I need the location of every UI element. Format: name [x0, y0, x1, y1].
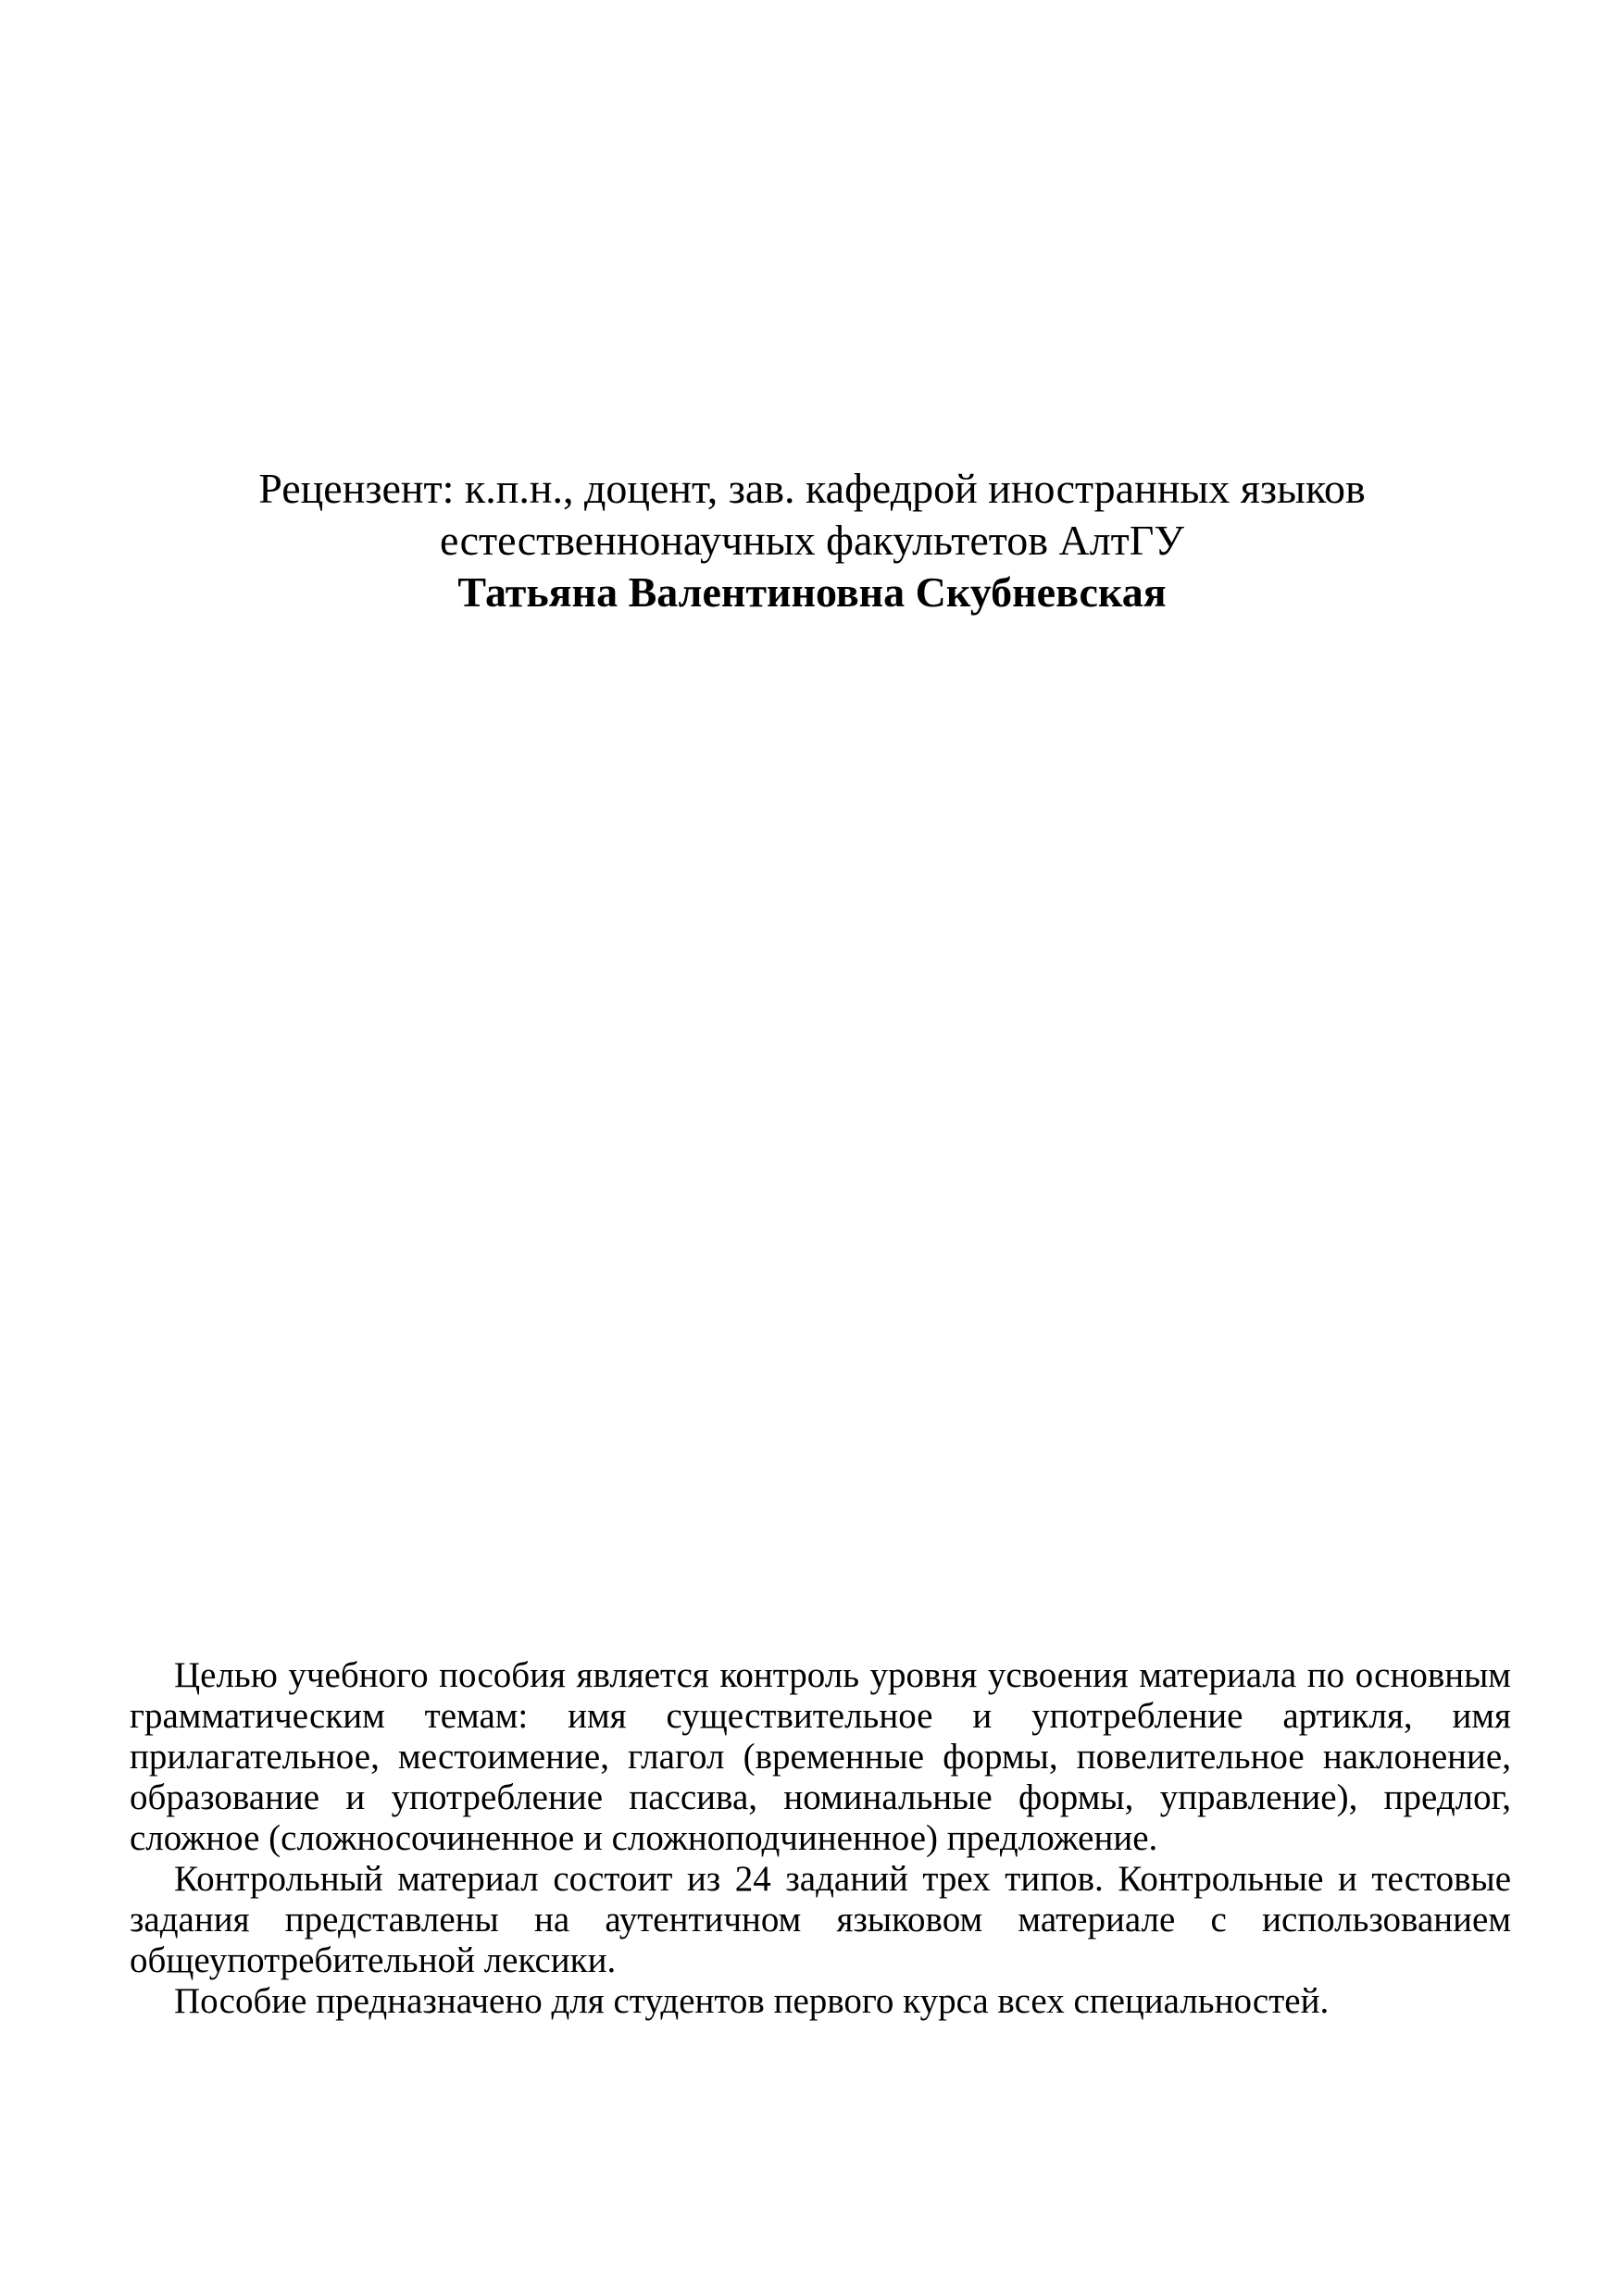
annotation-paragraph-audience: Пособие предназначено для студентов первого курса всех специальностей. [174, 1981, 1330, 2021]
reviewer-block [0, 463, 1624, 618]
annotation-text [130, 1655, 1511, 2022]
reviewer-name: Татьяна Валентиновна Скубневская [457, 568, 1167, 616]
reviewer-affiliation-line: естественнонаучных факультетов АлтГУ [440, 517, 1184, 564]
annotation-paragraph-content: Контрольный материал состоит из 24 заданий трех типов. Контрольные и тестовые задания представлены на аутентичном языковом материале с использованием общеупотребительной лексики. [130, 1859, 1511, 1980]
reviewer-title-line: Рецензент: к.п.н., доцент, зав. кафедрой иностранных языков [258, 465, 1366, 512]
annotation-paragraph-purpose: Целью учебного пособия является контроль уровня усвоения материала по основным грамматическим темам: имя существительное и употребление артикля, имя прилагательное, местоимение, глагол (временные формы, повелительное наклонение, образование и употребление пассива, номинальные формы, управление), предлог, сложное (сложносочиненное и сложноподчиненное) предложение. [130, 1655, 1511, 1858]
